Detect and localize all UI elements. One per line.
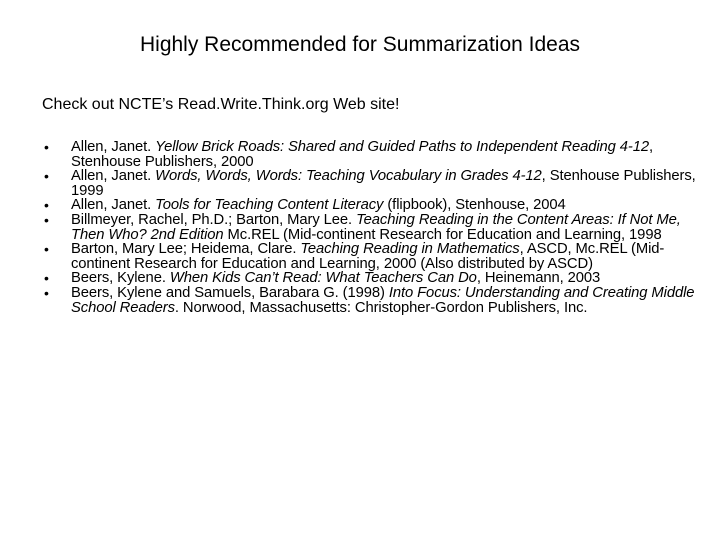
bullet-icon: • (44, 270, 49, 287)
reference-title: Teaching Reading in Mathematics (300, 241, 520, 258)
reference-part: Allen, Janet. (71, 168, 156, 185)
reference-part: , Stenhouse Publishers, 1999 (71, 168, 696, 199)
bullet-icon: • (44, 241, 49, 258)
reference-part: , Stenhouse Publishers, 2000 (71, 139, 654, 170)
reference-item (0, 169, 700, 198)
reference-part: . Norwood, Massachusetts: Christopher-Gordon Publishers, Inc. (174, 299, 588, 316)
slide-subtitle: Check out NCTE’s Read.Write.Think.org Web site! (42, 96, 400, 113)
reference-part: Barton, Mary Lee; Heidema, Clare. (71, 241, 301, 258)
reference-text (71, 270, 600, 286)
slide-title: Highly Recommended for Summarization Ideas (139, 33, 581, 56)
reference-title: Words, Words, Words: Teaching Vocabulary in Grades 4-12 (155, 168, 542, 185)
reference-item (0, 213, 700, 242)
reference-item (0, 242, 700, 271)
reference-title: Teaching Reading in the Content Areas: If Not Me, Then Who? 2nd Edition (71, 211, 681, 243)
bullet-icon: • (44, 139, 49, 155)
reference-part: , Heinemann, 2003 (476, 270, 601, 287)
reference-part: Billmeyer, Rachel, Ph.D.; Barton, Mary Lee. (71, 211, 357, 228)
bullet-icon: • (44, 168, 49, 185)
reference-part: Allen, Janet. (71, 139, 156, 155)
reference-text (71, 285, 694, 316)
reference-item (0, 271, 700, 286)
reference-text (71, 168, 696, 199)
reference-part: (flipbook), Stenhouse, 2004 (383, 197, 566, 214)
reference-title: Into Focus: Understanding and Creating Middle School Readers (71, 284, 695, 316)
reference-part: Beers, Kylene. (71, 270, 170, 287)
reference-item (0, 198, 700, 213)
bullet-icon: • (44, 211, 49, 228)
bullet-icon: • (44, 284, 49, 301)
reference-title: When Kids Can’t Read: What Teachers Can Do (169, 270, 477, 287)
reference-text (71, 139, 653, 170)
reference-title: Tools for Teaching Content Literacy (155, 197, 384, 214)
reference-text (71, 241, 664, 272)
reference-item (0, 286, 700, 315)
reference-text (71, 212, 681, 243)
reference-title: Yellow Brick Roads: Shared and Guided Paths to Independent Reading 4-12 (155, 139, 650, 155)
reference-part: Beers, Kylene and Samuels, Barabara G. (1998) (71, 284, 389, 301)
reference-part: Allen, Janet. (71, 197, 156, 214)
reference-text (71, 197, 566, 213)
reference-part: Mc.REL (Mid-continent Research for Education and Learning, 1998 (223, 226, 662, 243)
reference-item (0, 140, 700, 169)
bullet-icon: • (44, 197, 49, 214)
reference-part: , ASCD, Mc.REL (Mid-continent Research for Education and Learning, 2000 (Also distributed by ASCD) (71, 241, 665, 272)
reference-list (0, 140, 700, 315)
